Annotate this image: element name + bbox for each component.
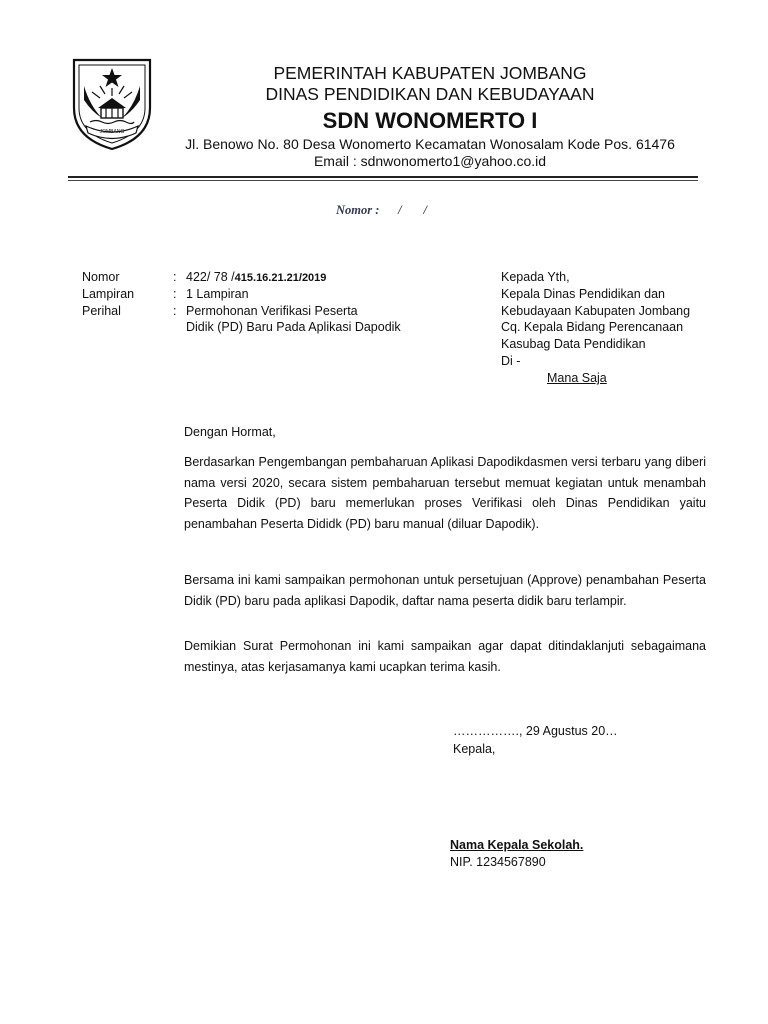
signature-date: ……………., 29 Agustus 20… <box>453 724 618 738</box>
lampiran-colon: : <box>173 287 177 301</box>
signatory-nip: NIP. 1234567890 <box>450 855 546 869</box>
signature-title: Kepala, <box>453 742 496 756</box>
emblem-ribbon-text: JOMBANG <box>99 129 125 135</box>
government-line: PEMERINTAH KABUPATEN JOMBANG <box>273 63 587 83</box>
nomor-value-code: 415.16.21.21/2019 <box>234 272 327 284</box>
nomor-label: Nomor <box>82 270 120 284</box>
perihal-value-line2: Didik (PD) Baru Pada Aplikasi Dapodik <box>186 320 401 334</box>
nomor-value <box>186 270 326 284</box>
lampiran-value: 1 Lampiran <box>186 287 249 301</box>
regency-emblem <box>70 56 154 152</box>
perihal-colon: : <box>173 304 177 318</box>
letterhead-divider-thin <box>68 180 698 181</box>
recipient-line: Kebudayaan Kabupaten Jombang <box>501 304 691 318</box>
department-line: DINAS PENDIDIKAN DAN KEBUDAYAAN <box>265 84 595 104</box>
school-address: Jl. Benowo No. 80 Desa Wonomerto Kecamatan Wonosalam Kode Pos. 61476 <box>185 136 675 152</box>
body-paragraph-1: Berdasarkan Pengembangan pembaharuan Aplikasi Dapodikdasmen versi terbaru yang diberi nama versi 2020, secara sistem pembaharuan tersebut memuat kegiatan untuk menambah Peserta Didik (PD) baru memerlukan proses Verifikasi oleh Dinas Pendidikan yaitu penambahan Peserta Dididk (PD) baru manual (diluar Dapodik). <box>184 455 706 531</box>
recipient-line: Cq. Kepala Bidang Perencanaan <box>501 320 684 334</box>
body-paragraph-3: Demikian Surat Permohonan ini kami sampaikan agar dapat ditindaklanjuti sebagaimana mestinya, atas kerjasamanya kami ucapkan terima kasih. <box>184 639 706 674</box>
school-email: Email : sdnwonomerto1@yahoo.co.id <box>313 153 547 169</box>
recipient-di: Di - <box>501 354 521 368</box>
perihal-value-line1: Permohonan Verifikasi Peserta <box>186 304 358 318</box>
recipient-line: Kepala Dinas Pendidikan dan <box>501 287 666 301</box>
school-name: SDN WONOMERTO I <box>322 108 538 133</box>
recipient-place: Mana Saja <box>547 371 607 385</box>
signatory-name: Nama Kepala Sekolah. <box>450 838 584 852</box>
recipient-salutation: Kepada Yth, <box>501 270 570 284</box>
greeting: Dengan Hormat, <box>184 425 276 439</box>
header-letter-number: Nomor : / / <box>336 203 427 217</box>
letterhead-divider <box>68 176 698 178</box>
nomor-colon: : <box>173 270 177 284</box>
body-paragraph-2: Bersama ini kami sampaikan permohonan untuk persetujuan (Approve) penambahan Peserta Didik (PD) baru pada aplikasi Dapodik, daftar nama peserta didik baru terlampir. <box>184 573 706 608</box>
recipient-line: Kasubag Data Pendidikan <box>501 337 646 351</box>
nomor-value-plain: 422/ 78 / <box>186 270 235 284</box>
perihal-label: Perihal <box>82 304 121 318</box>
lampiran-label: Lampiran <box>82 287 135 301</box>
